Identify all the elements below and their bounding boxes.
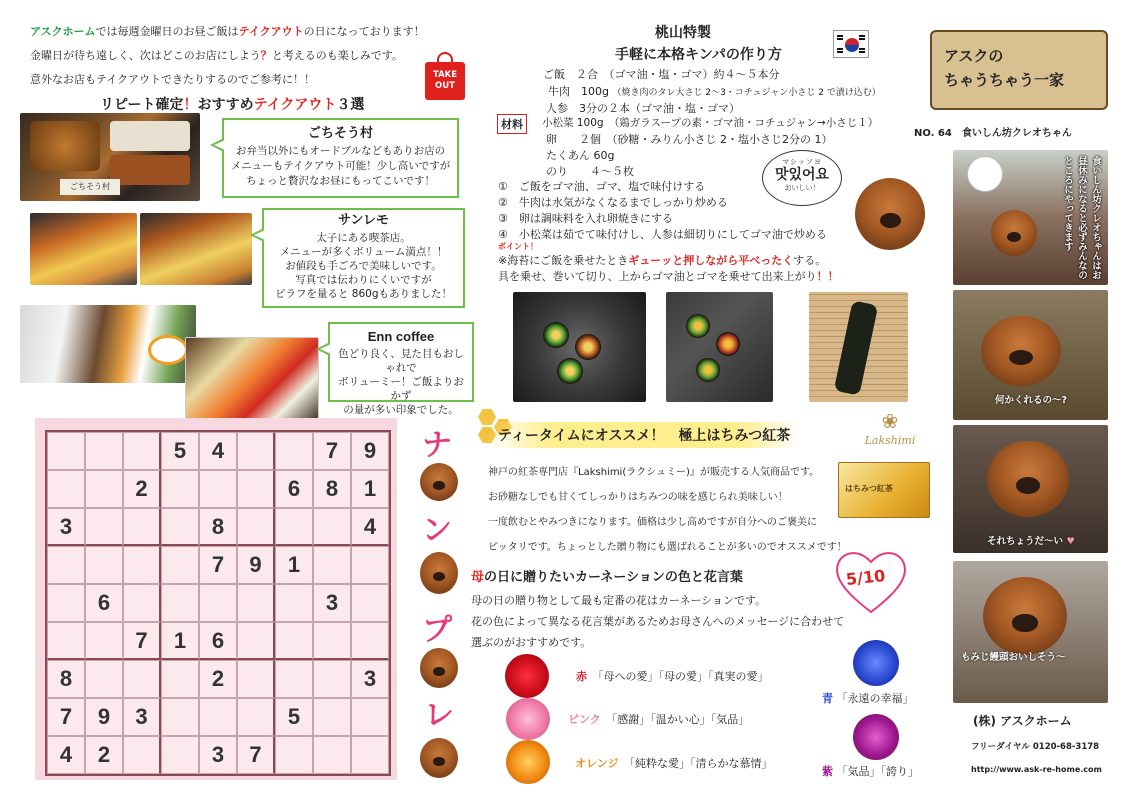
flower-pink-text: ピンク 「感謝」「温かい心」「気品」	[568, 713, 750, 726]
ingredient-row: たくあん 60g	[546, 149, 615, 162]
recipe-title-1: 桃山特製	[655, 25, 711, 41]
photo-enn-right	[185, 337, 319, 419]
nanpure-char: ナ	[422, 428, 452, 463]
intro-line-3: 意外なお店もテイクアウトできたりするのでご参考に！！	[30, 73, 316, 86]
photo-sanremo-left	[30, 213, 137, 285]
sudoku-cell[interactable]	[85, 546, 123, 584]
sudoku-grid	[45, 430, 391, 776]
sudoku-cell[interactable]	[123, 660, 161, 698]
sudoku-cell[interactable]: 7	[47, 698, 85, 736]
sudoku-cell[interactable]	[199, 584, 237, 622]
ingredient-row: 卵 ２個 （砂糖・みりん小さじ 2・塩小さじ2分の 1）	[546, 133, 833, 146]
sudoku-cell[interactable]: 4	[199, 432, 237, 470]
sudoku-cell[interactable]: 1	[351, 470, 389, 508]
sudoku-cell[interactable]: 3	[199, 736, 237, 774]
flower-purple-text: 紫 「気品」「誇り」	[822, 765, 919, 778]
sudoku-panel	[35, 418, 397, 780]
sudoku-cell[interactable]: 3	[351, 660, 389, 698]
sudoku-cell[interactable]	[313, 736, 351, 774]
carnation-pink-icon	[506, 698, 550, 740]
sudoku-cell[interactable]	[275, 432, 313, 470]
sudoku-cell[interactable]	[351, 584, 389, 622]
sudoku-cell[interactable]	[47, 584, 85, 622]
sudoku-cell[interactable]	[351, 698, 389, 736]
photo-enn-left	[20, 305, 196, 383]
sudoku-cell[interactable]	[85, 470, 123, 508]
takeout-icon: TAKE OUT	[425, 52, 465, 100]
sudoku-cell[interactable]	[351, 622, 389, 660]
sudoku-cell[interactable]	[351, 546, 389, 584]
heart-icon: ♥	[1066, 536, 1075, 547]
sudoku-cell[interactable]	[161, 736, 199, 774]
lotus-icon: ❀	[881, 409, 899, 433]
sudoku-cell[interactable]	[313, 622, 351, 660]
nanpure-char: レ	[424, 698, 454, 733]
sudoku-cell[interactable]: 6	[275, 470, 313, 508]
sudoku-cell[interactable]: 8	[313, 470, 351, 508]
ingredient-row: 牛肉 100g （焼き肉のタレ大さじ 2～3・コチュジャン小さじ 2 で漬け込む）	[548, 85, 881, 98]
restaurant-name: Enn coffee	[367, 329, 435, 344]
sudoku-cell[interactable]	[313, 660, 351, 698]
tea-heading: ティータイムにオススメ！ 極上はちみつ紅茶	[488, 422, 800, 448]
flower-orange-text: オレンジ 「純粋な愛」「清らかな慕情」	[575, 757, 773, 770]
sudoku-cell[interactable]	[161, 698, 199, 736]
sudoku-cell[interactable]	[85, 432, 123, 470]
tea-product-box: はちみつ紅茶	[838, 462, 930, 518]
sudoku-cell[interactable]	[237, 622, 275, 660]
sudoku-cell[interactable]	[47, 546, 85, 584]
intro-text	[30, 20, 470, 92]
sudoku-cell[interactable]	[123, 432, 161, 470]
photo-cleo-2	[953, 290, 1108, 420]
mothers-day-heading: 母の日に贈りたいカーネーションの色と花言葉	[471, 570, 743, 585]
photo-cleo-3	[953, 425, 1108, 553]
photo-gochiso-bento	[20, 113, 200, 201]
photo-sanremo-right	[140, 213, 252, 285]
restaurant-name: サンレモ	[337, 213, 390, 228]
sudoku-cell[interactable]: 3	[123, 698, 161, 736]
sudoku-cell[interactable]: 8	[199, 508, 237, 546]
company-url: http://www.ask-re-home.com	[971, 765, 1102, 774]
recipe-step: ① ご飯をゴマ油、ゴマ、塩で味付けする	[498, 180, 706, 193]
photo-kimbap-1	[513, 292, 646, 402]
sudoku-cell[interactable]: 4	[47, 736, 85, 774]
sudoku-cell[interactable]	[313, 508, 351, 546]
ingredient-row: 人参 3分の２本（ゴマ油・塩・ゴマ）	[546, 102, 740, 115]
nanpure-char: ン	[422, 513, 452, 548]
flower-red-text: 赤 「母への愛」「母の愛」「真実の愛」	[576, 670, 769, 683]
sudoku-cell[interactable]: 1	[161, 622, 199, 660]
carnation-red-icon	[505, 654, 549, 698]
sudoku-cell[interactable]	[123, 584, 161, 622]
sudoku-cell[interactable]: 2	[85, 736, 123, 774]
sudoku-cell[interactable]: 8	[47, 660, 85, 698]
sudoku-cell[interactable]: 9	[85, 698, 123, 736]
sudoku-cell[interactable]	[275, 508, 313, 546]
company-name: (株) アスクホーム	[973, 714, 1072, 728]
sudoku-cell[interactable]	[237, 470, 275, 508]
sudoku-cell[interactable]: 7	[199, 546, 237, 584]
point-label: ポイント！	[498, 242, 538, 251]
sudoku-cell[interactable]	[47, 470, 85, 508]
company-phone: フリーダイヤル 0120-68-3178	[971, 742, 1100, 752]
flower-blue-text: 青 「永遠の幸福」	[822, 692, 914, 705]
carnation-purple-icon	[853, 714, 899, 760]
sudoku-cell[interactable]: 6	[85, 584, 123, 622]
recipe-title-2: 手軽に本格キンパの作り方	[615, 47, 782, 63]
sudoku-cell[interactable]	[237, 508, 275, 546]
intro-line-1: アスクホームでは毎週金曜日のお昼ご飯はテイクアウトの日になっております！	[30, 25, 425, 38]
sudoku-cell[interactable]	[237, 432, 275, 470]
sudoku-cell[interactable]: 9	[351, 432, 389, 470]
sudoku-cell[interactable]	[351, 736, 389, 774]
sudoku-cell[interactable]	[237, 660, 275, 698]
point-text: ※海苔にご飯を乗せたときギューッと押しながら平べったくする。	[498, 254, 827, 267]
sudoku-cell[interactable]	[275, 736, 313, 774]
sudoku-cell[interactable]: 7	[237, 736, 275, 774]
sudoku-cell[interactable]	[161, 546, 199, 584]
recipe-step: ② 牛肉は水気がなくなるまでしっかり炒める	[498, 196, 728, 209]
intro-line-2: 金曜日が待ち遠しく、次はどこのお店にしよう？と考えるのも楽しみです。	[30, 49, 403, 62]
sudoku-cell[interactable]: 9	[237, 546, 275, 584]
sudoku-cell[interactable]	[47, 622, 85, 660]
recipe-step: ③ 卵は調味料を入れ卵焼きにする	[498, 212, 673, 225]
ingredient-row: ご飯 ２合 （ゴマ油・塩・ゴマ）約４～５本分	[543, 68, 780, 81]
sudoku-cell[interactable]	[161, 660, 199, 698]
mothers-day-text: 母の日の贈り物として最も定番の花はカーネーションです。 花の色によって異なる花言葉があるためお母さんへのメッセージに合わせて 選ぶのがおすすめです。	[471, 594, 845, 649]
dog-face-icon	[420, 463, 458, 501]
sudoku-cell[interactable]	[199, 470, 237, 508]
dog-face-icon	[420, 552, 458, 594]
photo-kimbap-3	[809, 292, 908, 402]
recommend-heading: リピート確定！おすすめテイクアウト３選	[100, 97, 365, 113]
sudoku-cell[interactable]: 2	[199, 660, 237, 698]
sudoku-cell[interactable]: 4	[351, 508, 389, 546]
tea-description: 神戸の紅茶専門店『Lakshimi(ラクシュミー)』が販売する人気商品です。 お砂糖なしでも甘くてしっかりはちみつの味を感じられ美味しい！ 一度飲むとやみつきになります。価格は少し高めですが自分へのご褒美に ピッタリです。ちょっとした贈り物にも選ばれることが多いのでオススメです！	[488, 467, 847, 553]
ingredient-row: のり ４～５枚	[546, 165, 634, 178]
lakshimi-logo: ❀ Lakshimi	[860, 408, 920, 458]
sudoku-cell[interactable]: 7	[313, 432, 351, 470]
dog-face-icon	[420, 648, 458, 688]
date-heart: 5/10	[832, 546, 910, 616]
issue-number: NO. 64 食いしん坊クレオちゃん	[914, 128, 1072, 139]
photo-cleo-1	[953, 150, 1108, 285]
photo-caption: もみじ饅頭おいしそう～	[961, 652, 1066, 663]
sudoku-cell[interactable]	[85, 660, 123, 698]
vertical-caption: 食いしん坊クレオちゃんはお昼休みになると必ずみんなのところにやってきます	[1062, 156, 1101, 280]
materials-label: 材料	[497, 114, 527, 134]
sudoku-cell[interactable]	[237, 584, 275, 622]
dog-face-icon	[420, 738, 458, 778]
sudoku-cell[interactable]	[123, 736, 161, 774]
bubble-gochiso: ごちそう村 お弁当以外にもオードブルなどもありお店の メニューもテイクアウト可能！少し高いですが ちょっと贅沢なお昼にもってこいです！	[222, 118, 459, 198]
sudoku-cell[interactable]: 6	[199, 622, 237, 660]
carnation-orange-icon	[506, 740, 550, 784]
photo-cleo-4	[953, 561, 1108, 703]
photo-kimbap-2	[666, 292, 773, 402]
photo-sign-label: ごちそう村	[60, 179, 120, 195]
photo-caption: 何かくれるの～?	[995, 395, 1068, 406]
sudoku-cell[interactable]	[237, 698, 275, 736]
sudoku-cell[interactable]: 5	[275, 698, 313, 736]
bubble-sanremo: サンレモ 太子にある喫茶店。 メニューが多くボリューム満点！！ お値段も手ごろで美味しいです。 写真では伝わりにくいですが ピラフを量ると 860gもありました！	[262, 208, 465, 308]
recipe-step: ④ 小松菜は茹でて味付けし、人参は細切りにしてゴマ油で炒める	[498, 228, 827, 241]
sudoku-cell[interactable]	[275, 622, 313, 660]
korean-speech-bubble: マシッソヨ 맛있어요 おいしい！	[762, 150, 842, 206]
sudoku-cell[interactable]	[161, 470, 199, 508]
sudoku-cell[interactable]	[47, 432, 85, 470]
sudoku-cell[interactable]	[161, 584, 199, 622]
sudoku-cell[interactable]: 3	[313, 584, 351, 622]
sudoku-cell[interactable]	[123, 508, 161, 546]
sudoku-cell[interactable]	[199, 698, 237, 736]
photo-caption: それちょうだ～い ♥	[987, 536, 1075, 547]
sudoku-cell[interactable]: 2	[123, 470, 161, 508]
sudoku-cell[interactable]	[85, 622, 123, 660]
sudoku-cell[interactable]	[123, 546, 161, 584]
nanpure-char: プ	[422, 613, 452, 648]
family-scroll-banner: アスクの ちゃうちゃう一家	[930, 30, 1108, 110]
restaurant-name: ごちそう村	[307, 126, 373, 141]
sudoku-cell[interactable]	[275, 660, 313, 698]
sudoku-cell[interactable]	[85, 508, 123, 546]
carnation-blue-icon	[853, 640, 899, 686]
sudoku-cell[interactable]	[275, 584, 313, 622]
ingredient-row: 小松菜 100g （鶏ガラスープの素・ゴマ油・コチュジャン→小さじ１）	[542, 117, 879, 129]
sudoku-cell[interactable]	[313, 546, 351, 584]
korea-flag-icon	[833, 30, 869, 58]
sudoku-cell[interactable]: 7	[123, 622, 161, 660]
sudoku-cell[interactable]: 5	[161, 432, 199, 470]
bubble-enn: Enn coffee 色どり良く、見た目もおしゃれで ボリューミー！ご飯よりおかず の量が多い印象でした。	[328, 322, 474, 402]
sudoku-cell[interactable]	[313, 698, 351, 736]
final-text: 具を乗せ、巻いて切り、上からゴマ油とゴマを乗せて出来上がり！！	[498, 270, 839, 283]
sudoku-cell[interactable]	[161, 508, 199, 546]
sudoku-cell[interactable]: 1	[275, 546, 313, 584]
dog-photo-kimbap	[855, 178, 925, 250]
sudoku-cell[interactable]: 3	[47, 508, 85, 546]
